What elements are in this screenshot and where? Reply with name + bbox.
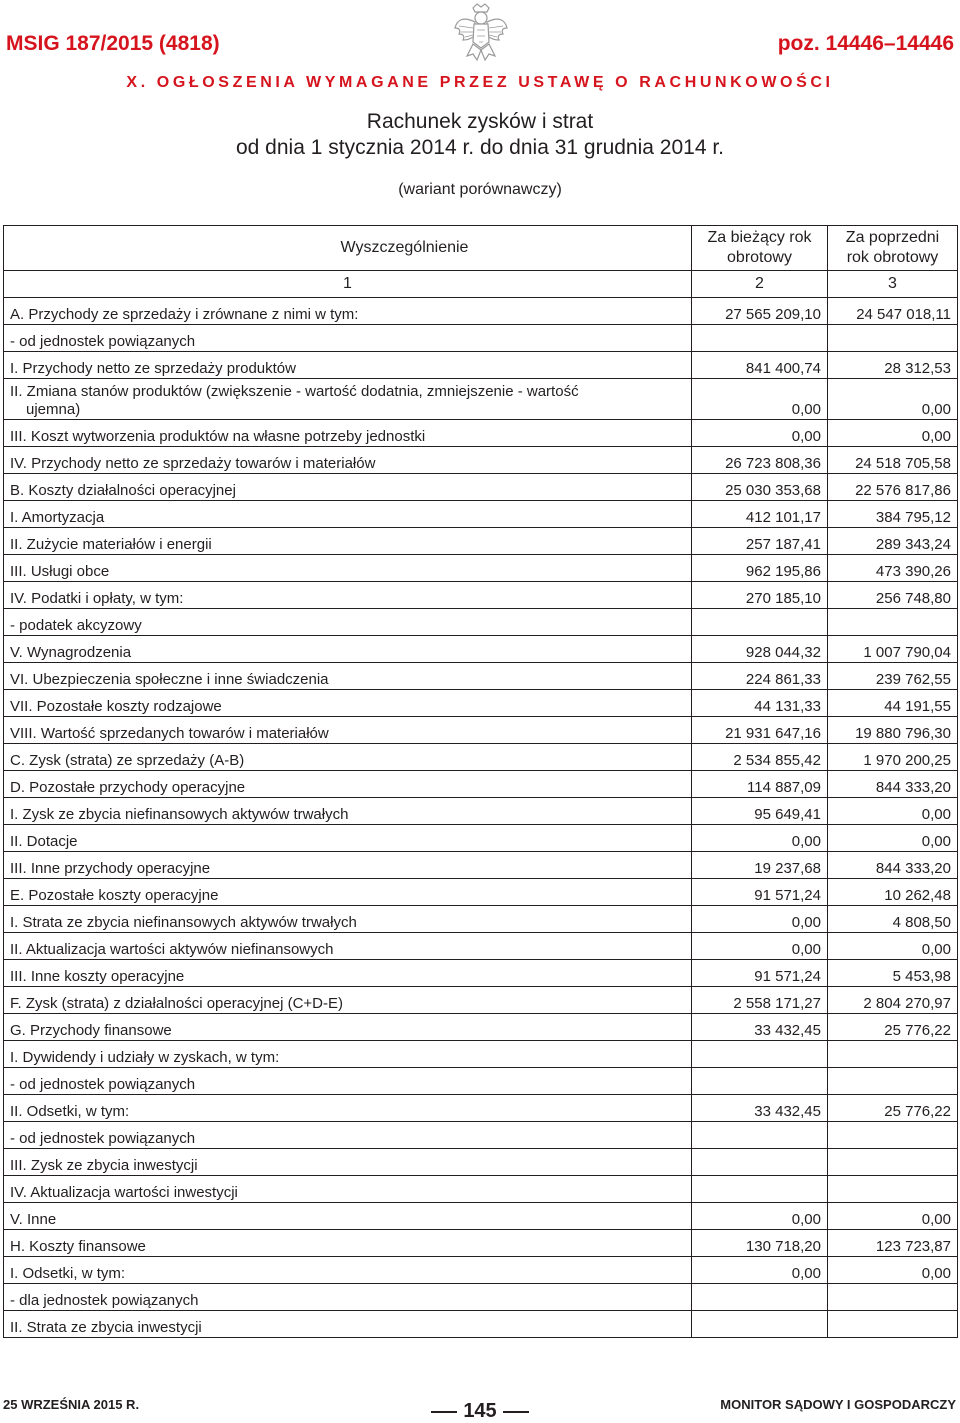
table-row — [4, 717, 958, 744]
current-year-value: 21 931 647,16 — [692, 717, 828, 744]
row-label-text: III. Zysk ze zbycia inwestycji — [10, 1157, 198, 1174]
current-year-value: 19 237,68 — [692, 852, 828, 879]
income-statement-table — [3, 225, 958, 1338]
row-label-text: I. Strata ze zbycia niefinansowych aktywów trwałych — [10, 914, 357, 931]
row-label-text: - podatek akcyzowy — [10, 617, 142, 634]
row-label — [4, 798, 692, 825]
table-row — [4, 744, 958, 771]
row-label — [4, 960, 692, 987]
table-row — [4, 1257, 958, 1284]
table-row — [4, 501, 958, 528]
column-header-item: Wyszczególnienie — [4, 226, 692, 271]
previous-year-value: 4 808,50 — [828, 906, 958, 933]
current-year-value: 0,00 — [692, 825, 828, 852]
polish-eagle-emblem-icon — [453, 2, 509, 66]
row-label — [4, 744, 692, 771]
previous-year-value: 0,00 — [828, 1257, 958, 1284]
column-number: 2 — [692, 271, 828, 298]
row-label-text: I. Przychody netto ze sprzedaży produktów — [10, 360, 296, 377]
table-row — [4, 825, 958, 852]
previous-year-value: 256 748,80 — [828, 582, 958, 609]
row-label-text: I. Zysk ze zbycia niefinansowych aktywów trwałych — [10, 806, 349, 823]
current-year-value: 2 558 171,27 — [692, 987, 828, 1014]
row-label-text: III. Koszt wytworzenia produktów na własne potrzeby jednostki — [10, 428, 426, 445]
row-label-text: - od jednostek powiązanych — [10, 333, 196, 350]
row-label-text: III. Inne koszty operacyjne — [10, 968, 185, 985]
row-label-text: II. Zużycie materiałów i energii — [10, 536, 212, 553]
table-row — [4, 352, 958, 379]
current-year-value — [692, 1149, 828, 1176]
row-label-text: A. Przychody ze sprzedaży i zrównane z nimi w tym: — [10, 306, 359, 323]
previous-year-value: 25 776,22 — [828, 1014, 958, 1041]
row-label — [4, 933, 692, 960]
row-label — [4, 717, 692, 744]
table-row — [4, 1068, 958, 1095]
row-label-text: F. Zysk (strata) z działalności operacyjnej (C+D-E) — [10, 995, 344, 1012]
previous-year-value: 0,00 — [828, 420, 958, 447]
table-row — [4, 447, 958, 474]
table-row — [4, 933, 958, 960]
current-year-value — [692, 1284, 828, 1311]
row-label-text: VIII. Wartość sprzedanych towarów i materiałów — [10, 725, 329, 742]
previous-year-value: 24 547 018,11 — [828, 298, 958, 325]
current-year-value: 412 101,17 — [692, 501, 828, 528]
previous-year-value: 473 390,26 — [828, 555, 958, 582]
row-label — [4, 1284, 692, 1311]
row-label — [4, 1095, 692, 1122]
row-label — [4, 528, 692, 555]
table-row — [4, 1230, 958, 1257]
row-label — [4, 1149, 692, 1176]
previous-year-value — [828, 325, 958, 352]
previous-year-value: 123 723,87 — [828, 1230, 958, 1257]
column-number-row — [4, 271, 958, 298]
table-row — [4, 298, 958, 325]
row-label-text: III. Usługi obce — [10, 563, 110, 580]
row-label — [4, 1203, 692, 1230]
row-label — [4, 663, 692, 690]
row-label — [4, 352, 692, 379]
row-label — [4, 825, 692, 852]
table-row — [4, 771, 958, 798]
row-label — [4, 879, 692, 906]
row-label-text: D. Pozostałe przychody operacyjne — [10, 779, 246, 796]
row-label — [4, 906, 692, 933]
previous-year-value — [828, 1311, 958, 1338]
row-label-text: II. Odsetki, w tym: — [10, 1103, 130, 1120]
previous-year-value: 384 795,12 — [828, 501, 958, 528]
column-number: 1 — [4, 271, 692, 298]
row-label-text: II. Dotacje — [10, 833, 78, 850]
row-label — [4, 1257, 692, 1284]
row-label-text: IV. Podatki i opłaty, w tym: — [10, 590, 184, 607]
row-label-text: B. Koszty działalności operacyjnej — [10, 482, 236, 499]
footer-publication: MONITOR SĄDOWY I GOSPODARCZY — [720, 1397, 956, 1412]
previous-year-value — [828, 1149, 958, 1176]
row-label-text: - dla jednostek powiązanych — [10, 1292, 199, 1309]
current-year-value: 841 400,74 — [692, 352, 828, 379]
dash-decoration — [431, 1411, 457, 1413]
current-year-value — [692, 1176, 828, 1203]
current-year-value: 257 187,41 — [692, 528, 828, 555]
previous-year-value: 0,00 — [828, 1203, 958, 1230]
row-label — [4, 987, 692, 1014]
footer-page-number — [420, 1400, 540, 1423]
row-label — [4, 1311, 692, 1338]
current-year-value: 0,00 — [692, 1203, 828, 1230]
row-label-text: H. Koszty finansowe — [10, 1238, 146, 1255]
row-label-text: - od jednostek powiązanych — [10, 1130, 196, 1147]
table-row — [4, 528, 958, 555]
row-label-continuation: ujemna) — [26, 401, 81, 418]
row-label — [4, 447, 692, 474]
row-label-text: VI. Ubezpieczenia społeczne i inne świadczenia — [10, 671, 329, 688]
previous-year-value: 844 333,20 — [828, 852, 958, 879]
previous-year-value: 1 007 790,04 — [828, 636, 958, 663]
table-row — [4, 1311, 958, 1338]
row-label — [4, 379, 692, 420]
table-row — [4, 1203, 958, 1230]
current-year-value: 224 861,33 — [692, 663, 828, 690]
row-label — [4, 582, 692, 609]
previous-year-value — [828, 1122, 958, 1149]
row-label-text: IV. Aktualizacja wartości inwestycji — [10, 1184, 238, 1201]
table-row — [4, 1041, 958, 1068]
previous-year-value — [828, 609, 958, 636]
current-year-value: 0,00 — [692, 1257, 828, 1284]
table-row — [4, 663, 958, 690]
current-year-value: 33 432,45 — [692, 1095, 828, 1122]
table-row — [4, 1095, 958, 1122]
row-label — [4, 771, 692, 798]
previous-year-value: 0,00 — [828, 379, 958, 420]
current-year-value: 44 131,33 — [692, 690, 828, 717]
row-label — [4, 690, 692, 717]
table-row — [4, 582, 958, 609]
table-row — [4, 960, 958, 987]
report-variant: (wariant porównawczy) — [398, 181, 562, 198]
table-row — [4, 1122, 958, 1149]
current-year-value: 26 723 808,36 — [692, 447, 828, 474]
current-year-value: 91 571,24 — [692, 960, 828, 987]
current-year-value: 270 185,10 — [692, 582, 828, 609]
row-label — [4, 1068, 692, 1095]
previous-year-value: 10 262,48 — [828, 879, 958, 906]
table-row — [4, 906, 958, 933]
row-label — [4, 555, 692, 582]
previous-year-value: 25 776,22 — [828, 1095, 958, 1122]
previous-year-value — [828, 1176, 958, 1203]
current-year-value — [692, 325, 828, 352]
previous-year-value: 22 576 817,86 — [828, 474, 958, 501]
current-year-value: 130 718,20 — [692, 1230, 828, 1257]
row-label — [4, 420, 692, 447]
table-header-row — [4, 226, 958, 271]
current-year-value: 2 534 855,42 — [692, 744, 828, 771]
current-year-value: 95 649,41 — [692, 798, 828, 825]
current-year-value: 962 195,86 — [692, 555, 828, 582]
previous-year-value: 24 518 705,58 — [828, 447, 958, 474]
previous-year-value — [828, 1284, 958, 1311]
row-label — [4, 1122, 692, 1149]
row-label-text: E. Pozostałe koszty operacyjne — [10, 887, 219, 904]
previous-year-value: 0,00 — [828, 825, 958, 852]
row-label-text: I. Dywidendy i udziały w zyskach, w tym: — [10, 1049, 280, 1066]
table-row — [4, 1149, 958, 1176]
previous-year-value — [828, 1041, 958, 1068]
issue-number: MSIG 187/2015 (4818) — [6, 32, 220, 55]
row-label-text: C. Zysk (strata) ze sprzedaży (A-B) — [10, 752, 245, 769]
row-label — [4, 609, 692, 636]
row-label-text: II. Zmiana stanów produktów (zwiększenie - wartość dodatnia, zmniejszenie - wartość — [10, 383, 579, 400]
current-year-value: 0,00 — [692, 379, 828, 420]
row-label-text: II. Aktualizacja wartości aktywów niefinansowych — [10, 941, 334, 958]
current-year-value: 0,00 — [692, 906, 828, 933]
current-year-value — [692, 1041, 828, 1068]
row-label — [4, 1176, 692, 1203]
table-row — [4, 1176, 958, 1203]
row-label-text: V. Inne — [10, 1211, 57, 1228]
row-label-text: II. Strata ze zbycia inwestycji — [10, 1319, 202, 1336]
footer-date: 25 WRZEŚNIA 2015 R. — [3, 1397, 140, 1412]
previous-year-value: 1 970 200,25 — [828, 744, 958, 771]
current-year-value — [692, 1122, 828, 1149]
column-header-previous: Za poprzedni rok obrotowy — [828, 226, 958, 271]
row-label-text: I. Odsetki, w tym: — [10, 1265, 126, 1282]
position-number: poz. 14446–14446 — [777, 32, 954, 55]
table-row — [4, 379, 958, 420]
section-title: X. OGŁOSZENIA WYMAGANE PRZEZ USTAWĘ O RACHUNKOWOŚCI — [126, 74, 834, 91]
previous-year-value: 239 762,55 — [828, 663, 958, 690]
column-number: 3 — [828, 271, 958, 298]
table-row — [4, 879, 958, 906]
row-label — [4, 1041, 692, 1068]
row-label — [4, 1230, 692, 1257]
table-row — [4, 420, 958, 447]
table-row — [4, 609, 958, 636]
current-year-value — [692, 609, 828, 636]
table-row — [4, 1284, 958, 1311]
previous-year-value: 289 343,24 — [828, 528, 958, 555]
dash-decoration — [503, 1411, 529, 1413]
report-period: od dnia 1 stycznia 2014 r. do dnia 31 grudnia 2014 r. — [235, 136, 725, 159]
previous-year-value: 0,00 — [828, 933, 958, 960]
row-label-text: V. Wynagrodzenia — [10, 644, 132, 661]
row-label — [4, 474, 692, 501]
previous-year-value: 44 191,55 — [828, 690, 958, 717]
current-year-value: 0,00 — [692, 420, 828, 447]
previous-year-value: 28 312,53 — [828, 352, 958, 379]
table-row — [4, 474, 958, 501]
table-row — [4, 798, 958, 825]
row-label-text: VII. Pozostałe koszty rodzajowe — [10, 698, 222, 715]
current-year-value: 33 432,45 — [692, 1014, 828, 1041]
current-year-value: 114 887,09 — [692, 771, 828, 798]
column-header-current: Za bieżący rok obrotowy — [692, 226, 828, 271]
table-row — [4, 636, 958, 663]
report-title: Rachunek zysków i strat — [366, 110, 594, 133]
table-row — [4, 555, 958, 582]
previous-year-value: 5 453,98 — [828, 960, 958, 987]
table-row — [4, 1014, 958, 1041]
row-label-text: IV. Przychody netto ze sprzedaży towarów i materiałów — [10, 455, 376, 472]
row-label — [4, 852, 692, 879]
previous-year-value: 844 333,20 — [828, 771, 958, 798]
row-label-text: I. Amortyzacja — [10, 509, 105, 526]
current-year-value — [692, 1068, 828, 1095]
row-label-text: III. Inne przychody operacyjne — [10, 860, 211, 877]
current-year-value: 27 565 209,10 — [692, 298, 828, 325]
row-label-text: G. Przychody finansowe — [10, 1022, 172, 1039]
current-year-value: 0,00 — [692, 933, 828, 960]
table-row — [4, 987, 958, 1014]
table-row — [4, 325, 958, 352]
row-label — [4, 325, 692, 352]
row-label — [4, 636, 692, 663]
table-row — [4, 852, 958, 879]
current-year-value: 25 030 353,68 — [692, 474, 828, 501]
row-label — [4, 501, 692, 528]
row-label — [4, 1014, 692, 1041]
table-row — [4, 690, 958, 717]
current-year-value — [692, 1311, 828, 1338]
page-number: 145 — [463, 1400, 497, 1422]
current-year-value: 91 571,24 — [692, 879, 828, 906]
row-label — [4, 298, 692, 325]
current-year-value: 928 044,32 — [692, 636, 828, 663]
previous-year-value: 2 804 270,97 — [828, 987, 958, 1014]
previous-year-value — [828, 1068, 958, 1095]
previous-year-value: 0,00 — [828, 798, 958, 825]
previous-year-value: 19 880 796,30 — [828, 717, 958, 744]
row-label-text: - od jednostek powiązanych — [10, 1076, 196, 1093]
